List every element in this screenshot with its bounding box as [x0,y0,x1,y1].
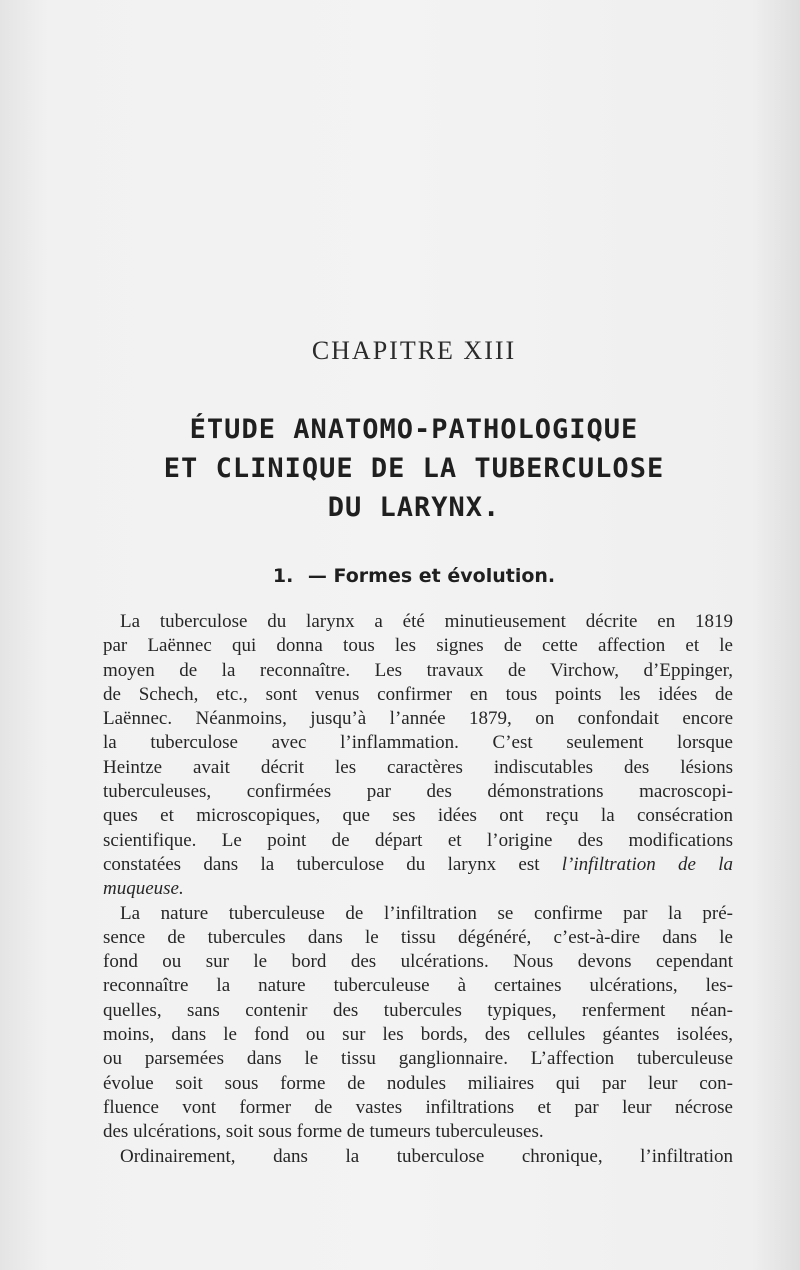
text-line: reconnaître la nature tuberculeuse à certaines ulcérations, les- [103,975,733,997]
text-line: La tuberculose du larynx a été minutieusement décrite en 1819 [120,611,733,632]
text-line: sence de tubercules dans le tissu dégénéré, c’est-à-dire dans le [103,926,733,948]
section-dash: — [307,565,327,587]
text-line: par Laënnec qui donna tous les signes de cette affection et le [103,635,733,657]
text-line: moins, dans le fond ou sur les bords, des cellules géantes isolées, [103,1024,733,1046]
text-line: quelles, sans contenir des tubercules typiques, renferment néan- [103,999,733,1021]
text-line: moyen de la reconnaître. Les travaux de Virchow, d’Eppinger, [103,659,733,681]
text-line: de Schech, etc., sont venus confirmer en tous points les idées de [103,683,733,705]
text-line: La nature tuberculeuse de l’infiltration se confirme par la pré- [120,902,733,924]
italic-term: muqueuse. [103,878,184,900]
text-line: ou parsemées dans le tissu ganglionnaire. L’affection tuberculeuse [103,1048,733,1070]
text-line: Ordinairement, dans la tuberculose chronique, l’infiltration [120,1145,733,1167]
text-line: Heintze avait décrit les caractères indiscutables des lésions [103,756,733,778]
section-title: Formes et évolution. [333,565,556,587]
text-line: Laënnec. Néanmoins, jusqu’à l’année 1879, on confondait encore [103,708,733,730]
chapter-title [0,410,800,527]
text-line: des ulcérations, soit sous forme de tumeurs tuberculeuses. [103,1121,544,1143]
text-line: fond ou sur le bord des ulcérations. Nous devons cependant [103,951,733,973]
text-segment: constatées dans la tuberculose du larynx est [103,853,540,875]
italic-term: l’infiltration de la [561,853,733,875]
body-text [103,610,733,1169]
text-line-with-italic [103,853,733,877]
chapter-title-line: ET CLINIQUE DE LA TUBERCULOSE [163,453,665,484]
text-line: fluence vont former de vastes infiltrations et par leur nécrose [103,1096,733,1118]
section-heading [0,565,800,587]
text-line: tuberculeuses, confirmées par des démonstrations macroscopi- [103,781,733,803]
chapter-title-line: DU LARYNX. [327,492,501,523]
text-line [103,877,733,901]
section-number: 1. [272,565,294,587]
chapter-title-line: ÉTUDE ANATOMO-PATHOLOGIQUE [189,414,639,445]
text-line: la tuberculose avec l’inflammation. C’est seulement lorsque [103,732,733,754]
text-line: scientifique. Le point de départ et l’origine des modifications [103,829,733,851]
text-line: évolue soit sous forme de nodules miliaires qui par leur con- [103,1072,733,1094]
chapter-label: CHAPITRE XIII [311,336,517,365]
text-line: ques et microscopiques, que ses idées ont reçu la consécration [103,805,733,827]
